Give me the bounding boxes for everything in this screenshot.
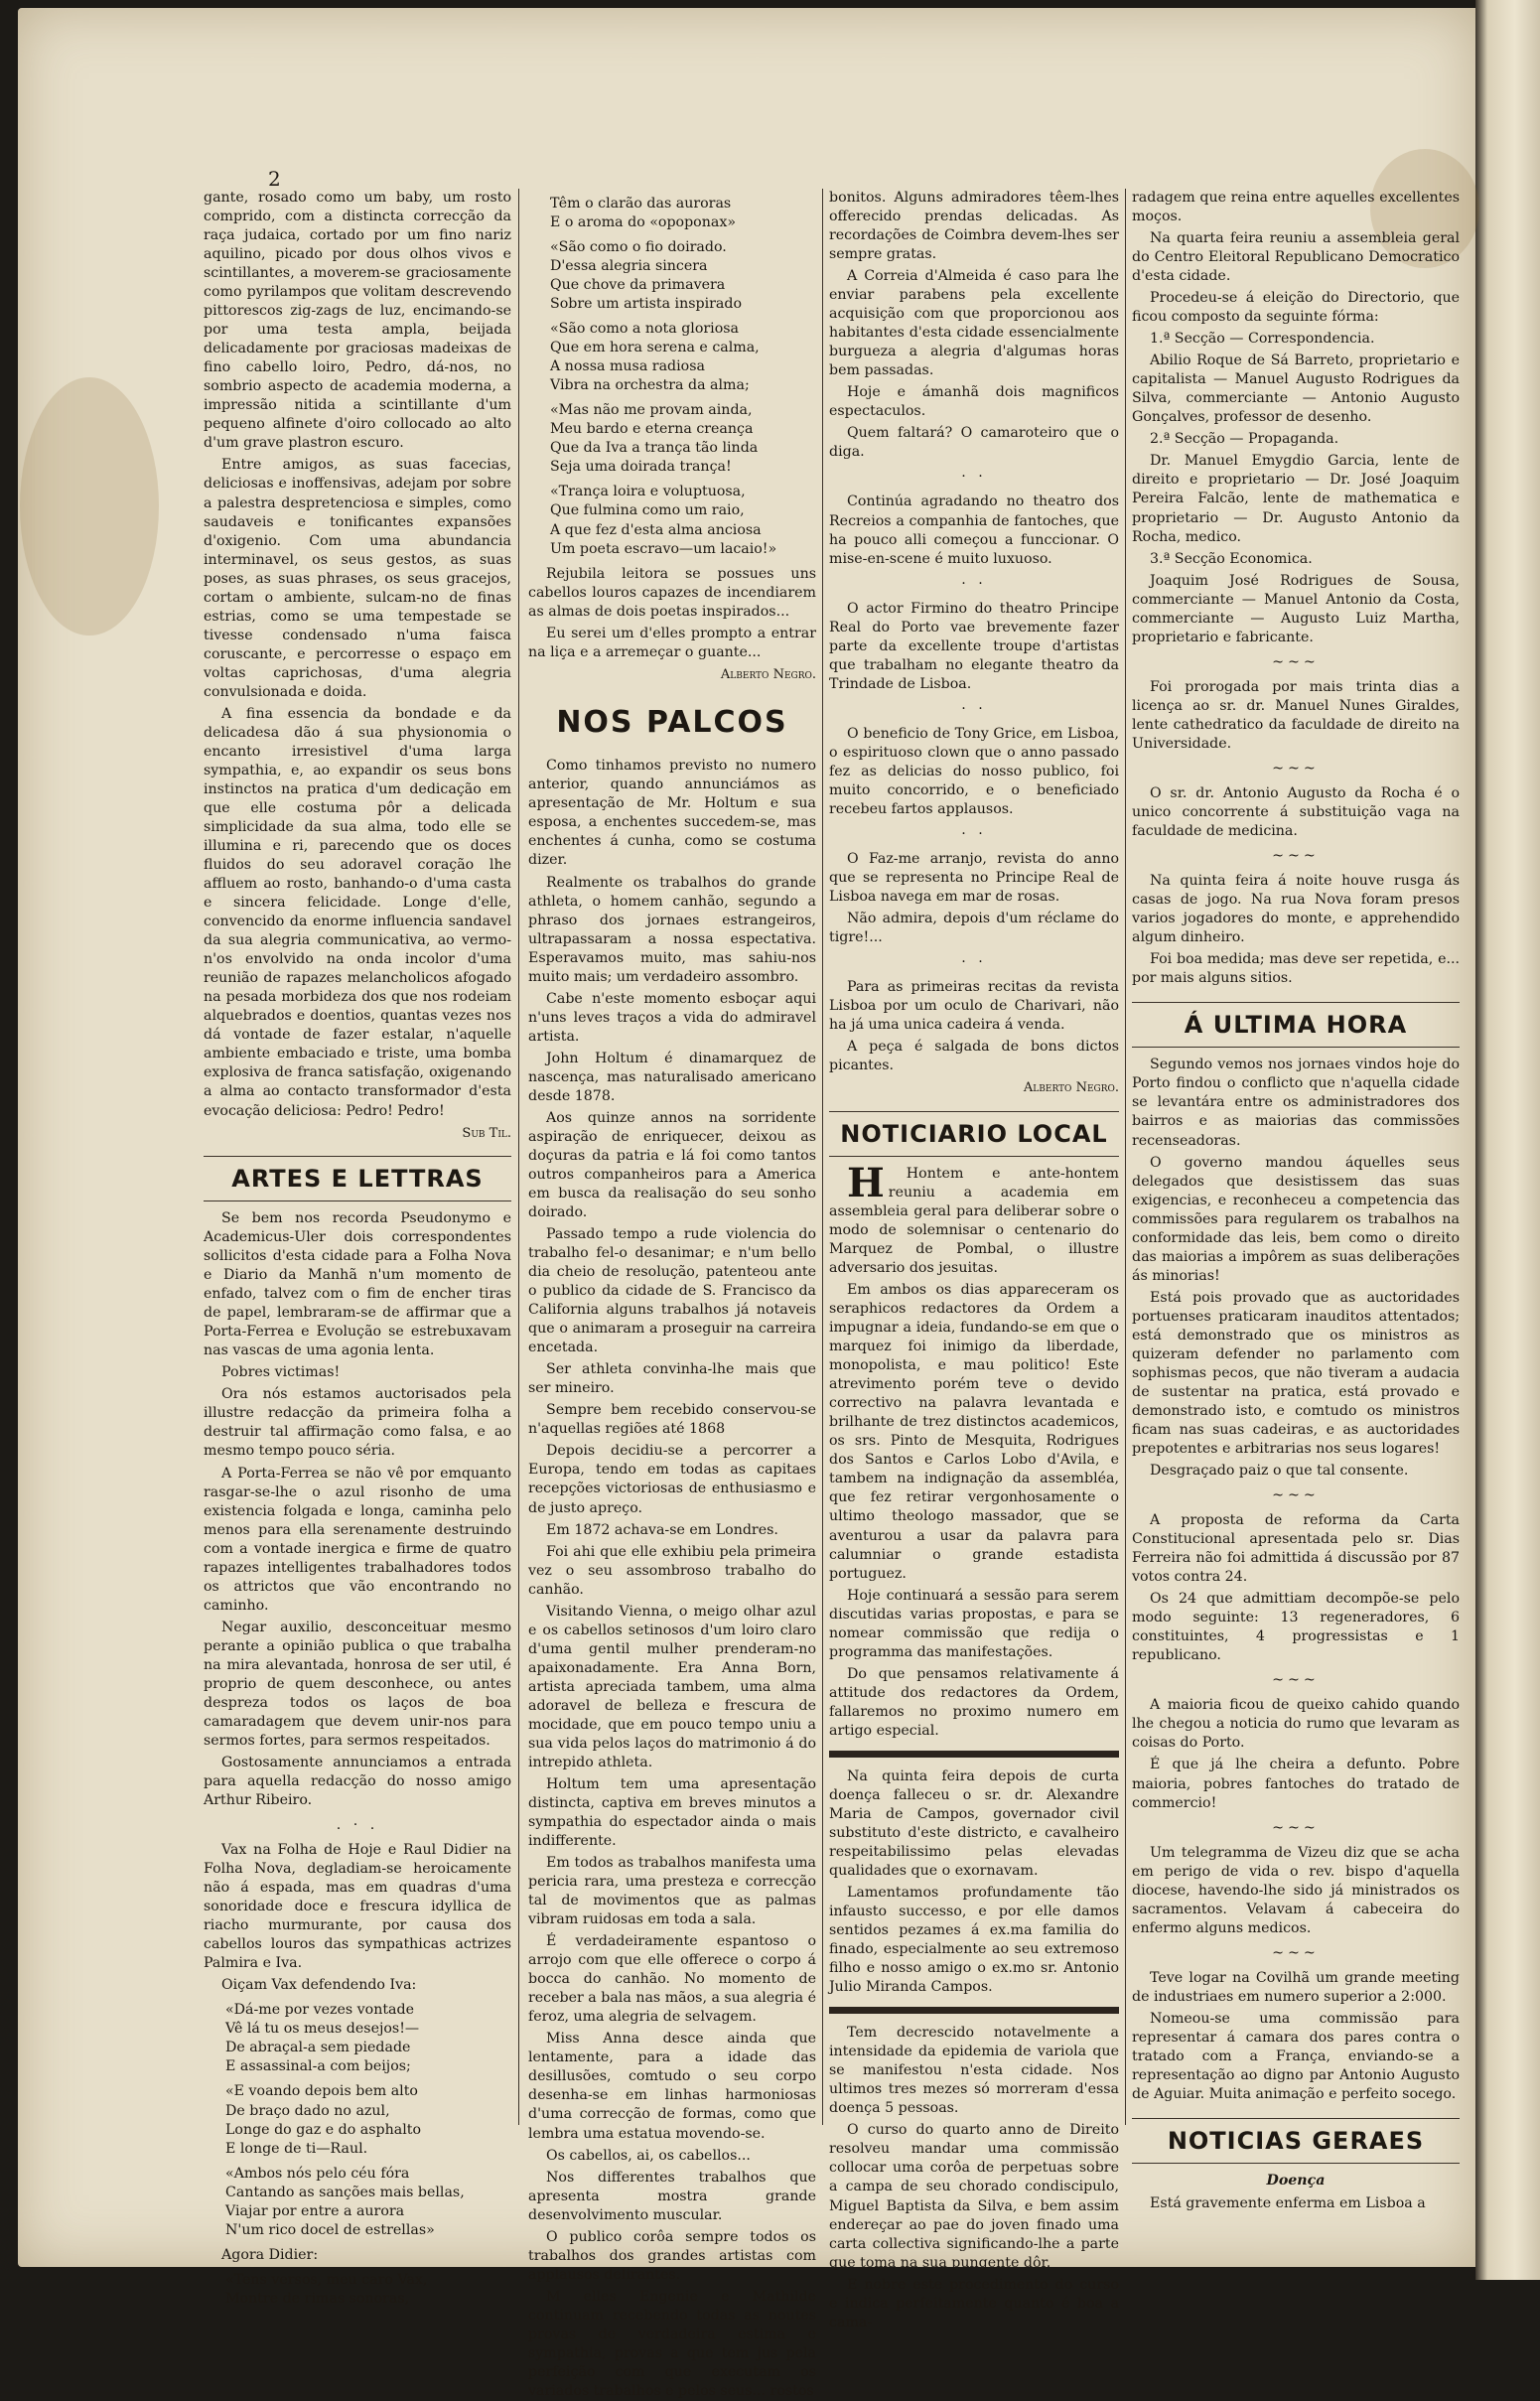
paragraph: Gostosamente annunciamos a entrada para aquella redacção do nosso amigo Arthur Ribeiro. — [204, 1754, 511, 1809]
separator: · · — [961, 469, 987, 486]
paragraph: Visitando Vienna, o meigo olhar azul e os cabellos setinosos d'um loiro claro d'uma gentil mulher prenderam-no apaixonadamente. Era Anna Born, artista apreciada tambem, uma alma adoravel de belleza e frescura de mocidade, que em pouco tempo uniu a sua vida pelos laços do matrimonio á do intrepido athleta. — [528, 1603, 816, 1770]
black-rule — [829, 1751, 1119, 1758]
verse-line: Que em hora serena e calma, — [550, 340, 760, 356]
paragraph: H Hontem e ante-hontem reuniu a academia em assembleia geral para deliberar sobre o modo de solemnisar o centenario do Marquez de Pombal, o illustre adversario dos jesuitas. — [829, 1159, 1119, 1277]
paragraph: Depois decidiu-se a percorrer a Europa, tendo em todas as capitaes recepções victoriosas de enthusiasmo e de justo apreço. — [528, 1443, 816, 1516]
paper-stain — [20, 377, 159, 636]
verse-line: A que fez d'esta alma anciosa — [550, 521, 762, 538]
paragraph: Nos differentes trabalhos que apresenta mostra grande desenvolvimento muscular. — [528, 2169, 816, 2223]
paragraph: Ora nós estamos auctorisados pela illustre redacção da primeira folha a destruir tal affirmação como falsa, e ao mesmo tempo pouco séria. — [204, 1386, 511, 1460]
verse — [204, 2271, 511, 2309]
separator: · · — [961, 825, 987, 842]
paragraph: Realmente os trabalhos do grande athleta, o homem canhão, segundo a phraso dos jornaes estrangeiros, ultrapassaram a nossa espectativa. Esperavamos muito, mas sahiu-nos muito mais; um verdadeiro assombro. — [528, 874, 816, 985]
verse-line: «Mas não me provam ainda, — [550, 402, 753, 419]
paragraph: A fina essencia da bondade e da delicadesa dão á sua physionomia o encanto irresistivel d'uma larga sympathia, e, ao expandir os seus bons instinctos na pratica d'um dedicação em que elle costuma pôr a delicada simplicidade da sua alma, todo elle se illumina e ri, parecendo que os doces fluidos do seu adoravel coração lhe affluem ao rosto, banhando-o d'uma casta e sincera felicidade. Longe d'elle, convencido da enorme influencia sandavel da sua alegria communicativa, ao vermo-n'os envolvido na onda incolor d'uma reunião de rapazes melancholicos afogado na pesada morbideza dos que nos rodeiam alquebrados e doentios, quantas vezes nos dá vontade de fazer estalar, n'aquelle ambiente embaciado e triste, uma bomba explosiva de franca satisfação, oxigenando a alma ao contacto transformador d'esta evocação deliciosa: Pedro! Pedro! — [204, 705, 511, 1119]
verse — [528, 483, 816, 558]
verse-line: «Ambos nós pelo céu fóra — [225, 2165, 410, 2182]
paragraph: O governo mandou áquelles seus delegados que desistissem das suas exigencias, e reconheceu a competencia das commissões para regularem os trabalhos na conformidade das leis, bem como o direito das maiorias a impôrem as suas deliberações ás minorias! — [1132, 1154, 1460, 1284]
paragraph: 2.ª Secção — Propaganda. — [1150, 431, 1339, 448]
paragraph: Entre amigos, as suas facecias, deliciosas e inoffensivas, adejam por sobre a palestra despretenciosa e simples, como saudaveis e tonificantes expansões d'oxigenio. Com uma abundancia interminavel, os seus gestos, as suas poses, as suas phrases, os seus gracejos, cortam o ambiente, sulcam-no de finas estrias, como se uma tempestade se tivesse condensado n'uma faisca coruscante, e percorresse o espaço em voltas caprichosas, d'uma alegria convulsionada e doida. — [204, 457, 511, 700]
paragraph: Foi boa medida; mas deve ser repetida, e... por mais alguns sitios. — [1132, 951, 1460, 987]
verse-line: A nossa musa radiosa — [550, 358, 705, 375]
verse-line: Seja uma doirada trança! — [550, 459, 732, 476]
separator: ~~~ — [1272, 1944, 1320, 1961]
verse — [204, 2001, 511, 2076]
section-heading-noticiario-local: NOTICIARIO LOCAL — [829, 1111, 1119, 1157]
separator: ~~~ — [1272, 653, 1320, 670]
verse — [204, 2165, 511, 2240]
paragraph: O Faz-me arranjo, revista do anno que se representa no Principe Real de Lisboa navega em mar de rosas. — [829, 851, 1119, 906]
column-2 — [528, 189, 816, 2399]
verse-line: De braço dado no azul, — [225, 2102, 390, 2119]
paragraph: Rejubila leitora se possues uns cabellos louros capazes de incendiarem as almas de dois poetas inspirados... — [528, 565, 816, 620]
paragraph: Oiçam Vax defendendo Iva: — [221, 1977, 417, 1994]
verse-line: Meu bardo e eterna creança — [550, 421, 754, 438]
paragraph: Hoje e ámanhã dois magnificos espectaculos. — [829, 384, 1119, 420]
paragraph: É que já lhe cheira a defunto. Pobre maioria, pobres fantoches do tratado de commercio! — [1132, 1757, 1460, 1811]
paragraph: Aos quinze annos na sorridente aspiração de enriquecer, deixou as doçuras da patria e lá foi como tantos outros companheiros para a America em busca da realisação do seu sonho doirado. — [528, 1109, 816, 1221]
paragraph: Foi prorogada por mais trinta dias a licença ao sr. dr. Manuel Nunes Giraldes, lente cathedratico da faculdade de direito na Universidade. — [1132, 678, 1460, 752]
verse-line: Montre de rimas sonoras, — [225, 2290, 410, 2307]
verse-line: «São como a nota gloriosa — [550, 321, 739, 338]
paragraph: Um telegramma de Vizeu diz que se acha em perigo de vida o rev. bispo d'aquella diocese, havendo-lhe sido já ministrados os sacramentos. Velavam á cabeceira do enfermo alguns medicos. — [1132, 1844, 1460, 1936]
paragraph: Quem faltará? O camaroteiro que o diga. — [829, 425, 1119, 461]
paragraph: Teve logar na Covilhã um grande meeting de industriaes em numero superior a 2:000. — [1132, 1969, 1460, 2005]
paragraph: Eu serei um d'elles prompto a entrar na liça e a arremeçar o guante... — [528, 625, 816, 660]
column-3 — [829, 189, 1119, 2330]
paragraph: Holtum tem uma apresentação distincta, captiva em breves minutos a sympathia do espectador ainda o mais indifferente. — [528, 1775, 816, 1850]
paragraph: Negar auxilio, desconceituar mesmo perante a opinião publica o que trabalha na mira alevantada, honrosa de ser util, é proprio de quem desconhece, ou antes despreza todos os laços de boa camaradagem que devem unir-nos para sermos fortes, para sermos respeitados. — [204, 1619, 511, 1749]
paragraph: Os cabellos, ai, os cabellos... — [546, 2147, 751, 2164]
separator: ~~~ — [1272, 848, 1320, 864]
column-1 — [204, 189, 511, 2307]
paragraph: Como tinhamos previsto no numero anterior, quando annunciámos as apresentação de Mr. Holtum e sua esposa, a enchentes succedem-se, mas enchentes á cunha, como se costuma dizer. — [528, 758, 816, 869]
verse — [204, 2082, 511, 2158]
verse-line: «São como o fio doirado. — [550, 239, 727, 256]
separator: . · . — [336, 1817, 379, 1834]
verse-line: Viajar por entre a aurora — [225, 2202, 405, 2219]
paragraph: Desgraçado paiz o que tal consente. — [1150, 1463, 1409, 1480]
paragraph: A peça é salgada de bons dictos picantes. — [829, 1039, 1119, 1074]
verse-line: Sobre um artista inspirado — [550, 296, 742, 313]
black-rule — [829, 2007, 1119, 2014]
separator: ~~~ — [1272, 1672, 1320, 1689]
paragraph: A Porta-Ferrea se não vê por emquanto rasgar-se-lhe o azul risonho de uma existencia folgada e longa, caminha pelo menos para ella serenamente destruindo com a vontade inergica e firme de quatro rapazes intelligentes trabalhadores todos os attrictos que vão encontrando no caminho. — [204, 1465, 511, 1614]
verse-line: Têm o clarão das auroras — [550, 196, 732, 212]
paragraph: radagem que reina entre aquelles excellentes moços. — [1132, 190, 1460, 225]
paragraph: Está gravemente enferma em Lisboa a — [1150, 2195, 1426, 2212]
paragraph: Agora Didier: — [221, 2246, 319, 2263]
paragraph: Na quinta feira depois de curta doença falleceu o sr. dr. Alexandre Maria de Campos, governador civil substituto d'este districto, e cavalheiro respeitabilissimo pelas elevadas qualidades que o exornavam. — [829, 1767, 1119, 1879]
paragraph: Abilio Roque de Sá Barreto, proprietario e capitalista — Manuel Augusto Rodrigues da Silva, commerciante — Antonio Augusto Gonçalves, professor de desenho. — [1132, 353, 1460, 426]
paragraph: Em ambos os dias appareceram os seraphicos redactores da Ordem a impugnar a ideia, fundando-se em que o marquez foi inimigo da liberdade, monopolista, e mau politico! Este atrevimento porém teve o devido correctivo na palavra levantada e brilhante de trez distinctos academicos, os srs. Pinto de Mesquita, Rodrigues dos Santos e Carlos Lobo d'Avila, e tambem na indignação da assembléa, que fez retirar vergonhosamente o ultimo theologo massador, que se aventurou a usar da palavra para calumniar o grande estadista portuguez. — [829, 1282, 1119, 1582]
signature: Alberto Negro. — [1023, 1080, 1119, 1096]
paragraph: A Correia d'Almeida é caso para lhe enviar parabens pela excellente acquisição com que proporcionou aos habitantes d'esta cidade essencialmente burgueza a alegria d'algumas horas bem passadas. — [829, 268, 1119, 379]
verse-line: Cantando as sanções mais bellas, — [225, 2184, 465, 2200]
paragraph: Os 24 que admittiam decompõe-se pelo modo seguinte: 13 regeneradores, 6 constituintes, 4 progressistas e 1 republicano. — [1132, 1591, 1460, 1664]
verse — [528, 401, 816, 477]
verse-line: D'essa alegria sincera — [550, 258, 708, 275]
paragraph: Procedeu-se á eleição do Directorio, que ficou composto da seguinte fórma: — [1132, 290, 1460, 326]
paragraph: Segundo vemos nos jornaes vindos hoje do Porto findou o conflicto que n'aquella cidade se levantára entre os administradores dos bairros e as maiorias das commissões recenseadoras. — [1132, 1057, 1460, 1149]
paragraph: bonitos. Alguns admiradores têem-lhes offerecido prendas delicadas. As recordações de Coimbra devem-lhes ser sempre gratas. — [829, 190, 1119, 263]
separator: · · — [961, 700, 987, 717]
column-rule — [518, 189, 519, 2125]
paragraph: Não admira, depois d'um réclame do tigre!... — [829, 911, 1119, 946]
verse-line: E assassinal-a com beijos; — [225, 2058, 411, 2075]
paragraph: E nobre este procedimento do curso e indica perfeitamente quanto é boa a cama- — [829, 2276, 1119, 2330]
paragraph: O curso do quarto anno de Direito resolveu mandar uma commissão collocar uma corôa de perpetuas sobre a campa de seu chorado condiscipulo, Miguel Baptista da Silva, e bem assim endereçar ao pae do joven finado uma carta collectiva significando-lhe a parte que toma na sua pungente dôr. — [829, 2122, 1119, 2271]
column-rule — [822, 189, 823, 2125]
page-number: 2 — [268, 167, 281, 191]
paragraph: Está pois provado que as auctoridades portuenses praticaram inauditos attentados; está demonstrado que os ministros as quizeram defender no parlamento com sophismas pecos, que não tiveram a audacia de sustentar na pratica, está provado e demonstrado isto, e comtudo os ministros ficam nas suas cadeiras, e as auctoridades prepotentes e arbitrarias nos seus logares! — [1132, 1289, 1460, 1457]
verse-line: N'um rico docel de estrellas» — [225, 2221, 435, 2238]
paragraph: O publico corôa sempre todos os trabalhos dos grandes artistas com applausos delirantes. — [528, 2228, 816, 2283]
paragraph: Na quinta feira á noite houve rusga ás casas de jogo. Na rua Nova foram presos varios jogadores do monte, e apprehendido algum dinheiro. — [1132, 873, 1460, 946]
verse-line: Um poeta escravo—um lacaio!» — [550, 540, 777, 557]
section-heading-nos-palcos: NOS PALCOS — [556, 705, 788, 741]
paragraph: O actor Firmino do theatro Principe Real do Porto vae brevemente fazer parte da excellente troupe d'artistas que trabalham no elegante theatro da Trindade de Lisboa. — [829, 600, 1119, 692]
column-4 — [1132, 189, 1460, 2212]
section-heading-ultima-hora: Á ULTIMA HORA — [1132, 1002, 1460, 1048]
verse-line: «Dá-me por vezes vontade — [225, 2002, 414, 2019]
verse — [528, 320, 816, 395]
section-heading-noticias-geraes: NOTICIAS GERAES — [1132, 2118, 1460, 2164]
paragraph: Ser athleta convinha-lhe mais que ser mineiro. — [528, 1361, 816, 1397]
verse-line: De abraçal-a sem piedade — [225, 2040, 411, 2056]
paragraph: Para as primeiras recitas da revista Lisboa por um oculo de Charivari, não ha já uma unica cadeira á venda. — [829, 979, 1119, 1034]
paragraph: Joaquim José Rodrigues de Sousa, commerciante — Manuel Antonio da Costa, commerciante — Augusto Luiz Martha, proprietario e fabricante. — [1132, 572, 1460, 645]
signature: Sub Til. — [462, 1125, 511, 1141]
verse-line: Que da Iva a trança tão linda — [550, 440, 759, 457]
paragraph: O beneficio de Tony Grice, em Lisboa, o espirituoso clown que o anno passado fez as delicias do nosso publico, foi muito concorrido, e o beneficiado recebeu fartos applausos. — [829, 725, 1119, 817]
paragraph: Miss Anna desce ainda que lentamente, para a idade das desillusões, comtudo o seu corpo desenha-se em linhas harmoniosas d'uma correcção de formas, como que lembra uma estatua movendo-se. — [528, 2031, 816, 2142]
paragraph: Tem decrescido notavelmente a intensidade da epidemia de variola que se manifestou n'esta cidade. Nos ultimos tres mezes só morreram d'essa doença 5 pessoas. — [829, 2025, 1119, 2117]
paragraph: Passado tempo a rude violencia do trabalho fel-o desanimar; e n'um bello dia cheio de resolução, patenteou ante o publico da cidade de S. Francisco da California alguns trabalhos já notaveis que o animaram a proseguir na carreira encetada. — [528, 1226, 816, 1356]
separator: ~~~ — [1272, 1819, 1320, 1836]
paragraph: Nomeou-se uma commissão para representar á camara dos pares contra o tratado com a França, enviando-se a representação ao digno par Antonio Augusto de Aguiar. Muita animação e perfeito socego. — [1132, 2010, 1460, 2102]
column-rule — [1125, 189, 1126, 2125]
paragraph: Em 1872 achava-se em Londres. — [546, 1521, 778, 1538]
separator: ~~~ — [1272, 1487, 1320, 1504]
verse-line: E longe de ti—Raul. — [225, 2140, 368, 2157]
verse-line: Vê lá tu os meus desejos!— — [225, 2021, 420, 2038]
verse-line: «E voando depois bem alto — [225, 2083, 418, 2100]
paragraph: Dr. Manuel Emygdio Garcia, lente de direito e proprietario — Dr. José Joaquim Pereira Falcão, lente de mathematica e proprietario — Dr. Augusto Antonio da Rocha, medico. — [1132, 453, 1460, 545]
verse — [528, 195, 816, 232]
section-heading-artes-e-lettras: ARTES E LETTRAS — [204, 1156, 511, 1201]
verse-line: Que fulmina como um raio, — [550, 502, 745, 519]
verse-line: Longe do gaz e do asphalto — [225, 2121, 421, 2138]
subheading: Doença — [1266, 2173, 1326, 2189]
verse-line: E o aroma do «opoponax» — [550, 214, 737, 231]
paragraph: Na quarta feira reuniu a assembleia geral do Centro Eleitoral Republicano Democratico d'esta cidade. — [1132, 230, 1460, 285]
paragraph: Continúa agradando no theatro dos Recreios a companhia de fantoches, que ha pouco alli começou a funccionar. O mise-en-scene é muito luxuoso. — [829, 494, 1119, 567]
verse — [528, 238, 816, 314]
paragraph: gante, rosado como um baby, um rosto comprido, com a distincta correcção da raça judaica, cortado por um fino nariz aquilino, picado por dous olhos vivos e scintillantes, a moverem-se graciosamente como pyrilampos que volitam descrevendo pittorescos zig-zags de luz, encimando-se por uma testa ampla, beijada delicadamente por graciosas madeixas de fino cabello loiro, Pedro, dá-nos, no sombrio aspecto de academia moderna, a impressão nitida a scintillante d'um pequeno alfinete d'oiro collocado ao alto d'um grave plastron escuro. — [204, 190, 511, 452]
signature: Alberto Negro. — [720, 666, 816, 682]
paragraph: A proposta de reforma da Carta Constitucional apresentada pelo sr. Dias Ferreira não foi admittida á discussão por 87 votos contra 24. — [1132, 1512, 1460, 1586]
paragraph: Do que pensamos relativamente á attitude dos redactores da Ordem, fallaremos no proximo numero em artigo especial. — [829, 1665, 1119, 1739]
separator: ~~~ — [1272, 760, 1320, 777]
paragraph: Lamentamos profundamente tão infausto successo, e por elle damos sentidos pezames á ex.ma familia do finado, especialmente ao seu extremoso filho e nosso amigo o ex.mo sr. Antonio Julio Miranda Campos. — [829, 1885, 1119, 1996]
separator: · · — [961, 575, 987, 592]
separator: · · — [961, 954, 987, 971]
paragraph: Foi ahi que elle exhibiu pela primeira vez o seu assombroso trabalho do canhão. — [528, 1543, 816, 1598]
verse-line: «Tens versos, meu caro Vax, — [225, 2271, 428, 2288]
paragraph: 1.ª Secção — Correspondencia. — [1150, 331, 1375, 348]
paragraph: John Holtum é dinamarquez de nascença, mas naturalisado americano desde 1878. — [528, 1050, 816, 1104]
verse-line: «Trança loira e voluptuosa, — [550, 484, 746, 500]
paragraph: A maioria ficou de queixo cahido quando lhe chegou a noticia do rumo que levaram as coisas do Porto. — [1132, 1697, 1460, 1752]
paragraph: Pobres victimas! — [221, 1364, 341, 1381]
paragraph: M elles Engenie e Mathilde continuam recebendo todas as noutes provas de verdadeira estima e sympathia, provas a que tem jus pela perfeição com que executam os variados trabalhos e pelos seus... rostos — [528, 2288, 816, 2399]
paragraph: É verdadeiramente espantoso o arrojo com que elle offerece o corpo á bocca do canhão. No momento de receber a bala nas mãos, a sua alegria é feroz, uma alegria de selvagem. — [528, 1933, 816, 2026]
verse-line: Vibra na orchestra da alma; — [550, 377, 750, 394]
verse-line: Que chove da primavera — [550, 277, 726, 294]
paragraph: Vax na Folha de Hoje e Raul Didier na Folha Nova, degladiam-se heroicamente não á espada, mas em quadras d'uma sonoridade doce e frescura idyllica de riacho murmurante, por causa dos cabellos louros das sympathicas actrizes Palmira e Iva. — [204, 1842, 511, 1972]
paragraph: Cabe n'este momento esboçar aqui n'uns leves traços a vida do admiravel artista. — [528, 990, 816, 1045]
paragraph: 3.ª Secção Economica. — [1150, 550, 1313, 567]
next-page-edge — [1475, 0, 1540, 2280]
paragraph: Se bem nos recorda Pseudonymo e Academicus-Uler dois correspondentes sollicitos d'esta cidade para a Folha Nova e Diario da Manhã n'um momento de enfado, talvez com o fim de encher tiras de papel, lembraram-se de affirmar que a Porta-Ferrea e Evolução se estrebuxavam nas vascas de uma agonia lenta. — [204, 1210, 511, 1359]
paragraph: Hoje continuará a sessão para serem discutidas varias propostas, e para se nomear commissão que redija o programma das manifestações. — [829, 1587, 1119, 1660]
paragraph: Em todos as trabalhos manifesta uma pericia rara, uma presteza e correcção tal de movimentos que as palmas vibram ruidosas em toda a sala. — [528, 1855, 816, 1928]
paragraph: O sr. dr. Antonio Augusto da Rocha é o unico concorrente á substituição vaga na faculdade de medicina. — [1132, 784, 1460, 839]
paragraph: Sempre bem recebido conservou-se n'aquellas regiões até 1868 — [528, 1402, 816, 1438]
